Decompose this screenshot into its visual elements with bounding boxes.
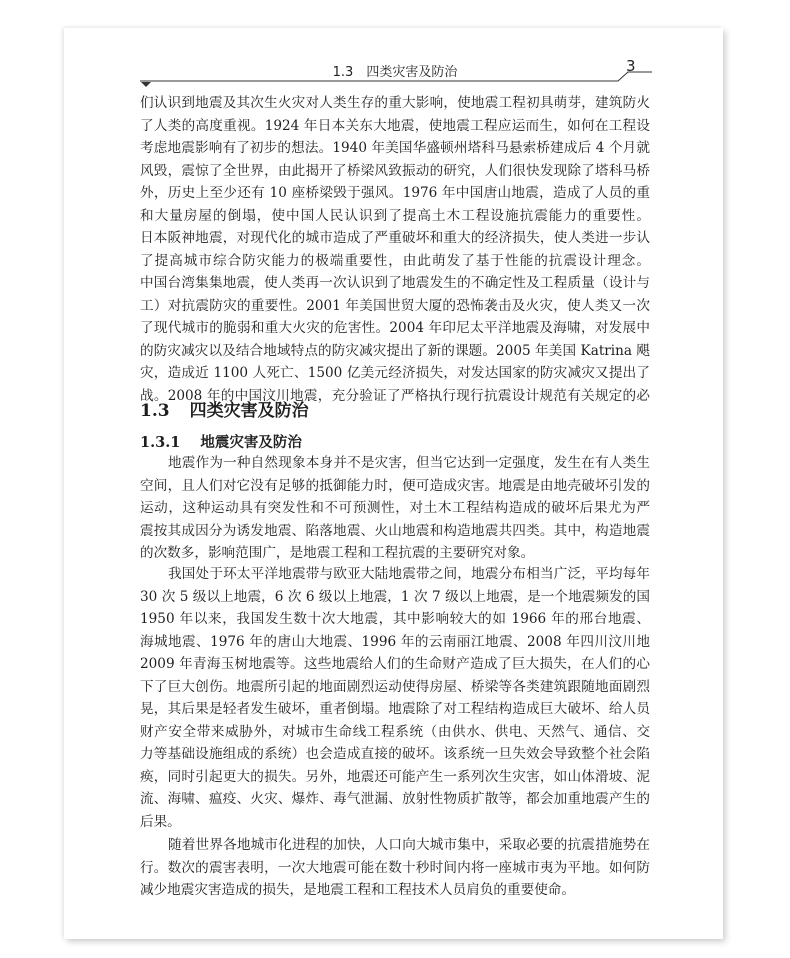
text-line: 和大量房屋的倒塌，使中国人民认识到了提高土木工程设施抗震能力的重要性。 <box>140 207 650 224</box>
text-line: 空间，且人们对它没有足够的抵御能力时，便可造成灾害。地震是由地壳破坏引发的 <box>140 477 650 494</box>
text-line: 日本阪神地震，对现代化的城市造成了严重破坏和重大的经济损失，使人类进一步认 <box>140 230 650 246</box>
subsection-title: 地震灾害及防治 <box>200 435 302 451</box>
text-line: 了人类的高度重视。1924 年日本关东大地震，使地震工程应运而生，如何在工程设 <box>140 117 650 134</box>
text-line: 们认识到地震及其次生火灾对人类生存的重大影响，使地震工程初具萌芽，建筑防火 <box>140 95 650 111</box>
header-rule <box>0 0 790 100</box>
text-line: 工）对抗震防灾的重要性。2001 年美国世贸大厦的恐怖袭击及火灾，使人类又一次 <box>140 297 650 314</box>
text-line: 晃，其后果是轻者发生破坏，重者倒塌。地震除了对工程结构造成巨大破坏、给人员 <box>140 701 650 717</box>
paragraph-urbanization <box>140 834 650 902</box>
text-line: 后果。 <box>140 813 181 830</box>
text-line: 的防灾减灾以及结合地域特点的防灾减灾提出了新的课题。2005 年美国 Katrina 飓 <box>140 342 650 359</box>
text-line: 地震作为一种自然现象本身并不是灾害，但当它达到一定强度，发生在有人类生 <box>168 455 650 471</box>
paragraph-china-earthquakes <box>140 563 650 833</box>
text-line: 震按其成因分为诱发地震、陷落地震、火山地震和构造地震共四类。其中，构造地震 <box>140 522 650 539</box>
text-line: 风毁，震惊了全世界，由此揭开了桥梁风致振动的研究，人们很快发现除了塔科马桥 <box>140 162 650 179</box>
text-line: 我国处于环太平洋地震带与欧亚大陆地震带之间，地震分布相当广泛，平均每年 <box>168 566 650 582</box>
text-line: 流、海啸、瘟疫、火灾、爆炸、毒气泄漏、放射性物质扩散等，都会加重地震产生的 <box>140 791 650 807</box>
text-line: 考虑地震影响有了初步的想法。1940 年美国华盛顿州塔科马悬索桥建成后 4 个月就 <box>140 140 650 156</box>
section-title: 四类灾害及防治 <box>189 401 309 421</box>
section-number: 1.3 <box>140 401 170 421</box>
paragraph-earthquake-definition <box>140 452 650 565</box>
text-line: 30 次 5 级以上地震，6 次 6 级以上地震，1 次 7 级以上地震，是一个地震频发的国 <box>140 588 650 605</box>
text-line: 战。2008 年的中国汶川地震，充分验证了严格执行现行抗震设计规范有关规定的必 <box>140 387 650 404</box>
text-line: 财产安全带来威胁外，对城市生命线工程系统（由供水、供电、天然气、通信、交 <box>140 723 650 740</box>
text-line: 痪，同时引起更大的损失。另外，地震还可能产生一系列次生灾害，如山体滑坡、泥 <box>140 768 650 785</box>
paragraph-intro <box>140 92 650 407</box>
text-line: 力等基础设施组成的系统）也会造成直接的破坏。该系统一旦失效会导致整个社会陷 <box>140 746 650 762</box>
text-line: 外，历史上至少还有 10 座桥梁毁于强风。1976 年中国唐山地震，造成了人员的重 <box>140 185 650 201</box>
text-line: 了现代城市的脆弱和重大火灾的危害性。2004 年印尼太平洋地震及海啸，对发展中 <box>140 320 650 336</box>
running-header-title: 1.3 四类灾害及防治 <box>332 65 458 80</box>
text-line: 2009 年青海玉树地震等。这些地震给人们的生命财产造成了巨大损失，在人们的心 <box>140 656 650 672</box>
text-line: 海城地震、1976 年的唐山大地震、1996 年的云南丽江地震、2008 年四川汶川地 <box>140 633 650 650</box>
subsection-heading <box>140 431 302 452</box>
text-line: 随着世界各地城市化进程的加快，人口向大城市集中，采取必要的抗震措施势在 <box>168 837 650 853</box>
text-line: 的次数多，影响范围广，是地震工程和工程抗震的主要研究对象。 <box>140 545 535 561</box>
subsection-number: 1.3.1 <box>140 434 181 451</box>
text-line: 1950 年以来，我国发生数十次大地震，其中影响较大的如 1966 年的邢台地震、 <box>140 611 650 627</box>
text-line: 下了巨大创伤。地震所引起的地面剧烈运动使得房屋、桥梁等各类建筑跟随地面剧烈 <box>140 678 650 695</box>
text-line: 减少地震灾害造成的损失，是地震工程和工程技术人员肩负的重要使命。 <box>140 882 575 898</box>
text-line: 中国台湾集集地震，使人类再一次认识到了地震发生的不确定性及工程质量（设计与 <box>140 275 650 291</box>
page-number: 3 <box>626 57 636 75</box>
text-line: 灾，造成近 1100 人死亡、1500 亿美元经济损失，对发达国家的防灾减灾又提出了 <box>140 365 650 381</box>
text-line: 行。数次的震害表明，一次大地震可能在数十秒时间内将一座城市夷为平地。如何防 <box>140 859 650 876</box>
text-line: 了提高城市综合防灾能力的极端重要性，由此萌发了基于性能的抗震设计理念。 <box>140 252 650 269</box>
triangle-marker-icon <box>141 82 151 87</box>
text-line: 运动，这种运动具有突发性和不可预测性，对土木工程结构造成的破坏后果尤为严 <box>140 500 650 516</box>
